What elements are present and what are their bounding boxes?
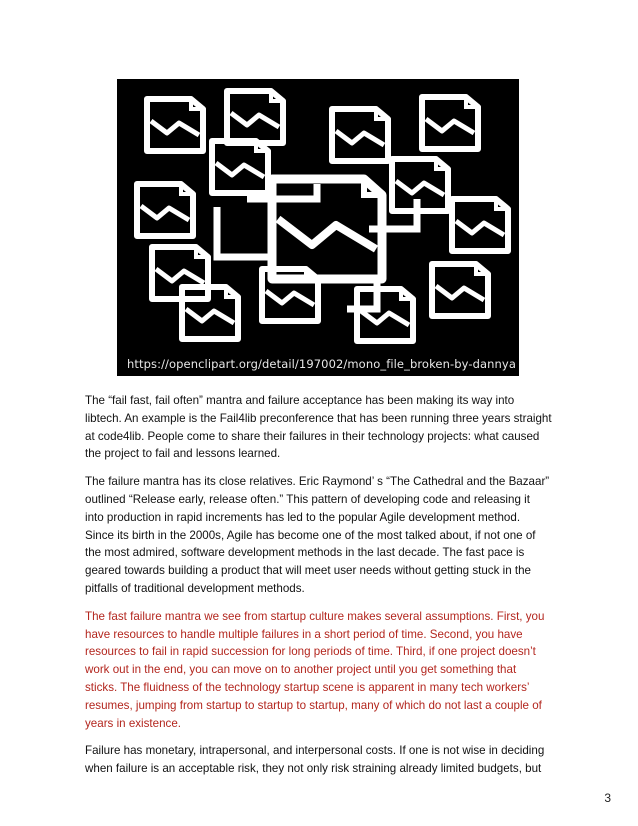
broken-file-illustration [117,79,519,376]
article-body [85,392,555,788]
broken-file-icons-graphic [117,79,519,376]
broken-file-icon [332,109,388,161]
broken-file-icon [137,184,193,236]
paragraph-failure-costs: Failure has monetary, intrapersonal, and interpersonal costs. If one is not wise in deciding when failure is an acceptable risk, they not only risk straining already limited budgets, but [85,744,545,776]
paragraph-fail-fast: The “fail fast, fail often” mantra and failure acceptance has been making its way into libtech. An example is the Fail4lib preconference that has been running three years straight at code4lib. People come to share their failures in their technology projects: what caused the project to fail and lessons learned. [85,394,552,461]
broken-file-icon [227,91,283,143]
paragraph-startup-culture: The fast failure mantra we see from startup culture makes several assumptions. First, you have resources to handle multiple failures in a short period of time. Second, you have resources to fail in rapid succession for long periods of time. Third, if one project doesn’t work out in the end, you can move on to another project until you get something that sticks. The fluidness of the technology startup scene is apparent in many tech workers’ resumes, jumping from startup to startup to startup, many of which do not last a couple of years in existence. [85,609,545,730]
broken-file-icon [147,99,203,151]
broken-file-icon [357,289,413,341]
broken-file-icon [212,141,268,193]
page-number: 3 [604,791,611,805]
broken-file-icon [432,264,488,316]
broken-file-icon-large [272,179,382,279]
image-credit-url: https://openclipart.org/detail/197002/mono_file_broken-by-dannya [127,357,516,371]
paragraph-failure-mantra: The failure mantra has its close relatives. Eric Raymond’ s “The Cathedral and the Bazaar” outlined “Release early, release often.” This pattern of developing code and releasing it into production in rapid increments has led to the popular Agile development method. Since its birth in the 2000s, Agile has become one of the most talked about, if not one of the most admired, software development methods in the last decade. The fast pace is geared towards building a product that will meet user needs without getting stuck in the pitfalls of traditional development methods. [85,475,550,595]
broken-file-icon [452,199,508,251]
broken-file-icon [422,97,478,149]
